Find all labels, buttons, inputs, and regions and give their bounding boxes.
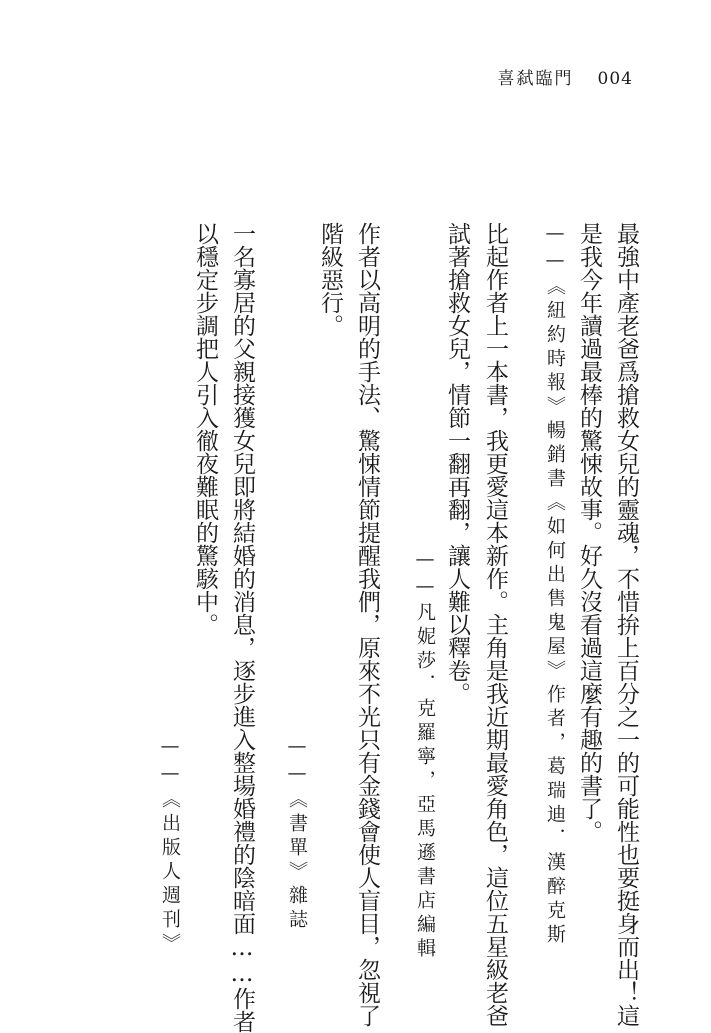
- quote-2-line-1: 比起作者上一本書，我更愛這本新作。主角是我近期最愛角色，這位五星級老爸: [482, 222, 508, 1027]
- quote-4-attribution: ——《出版人週刊》: [159, 735, 181, 957]
- quote-1-line-1: 最強中產老爸爲搶救女兒的靈魂，不惜拚上百分之一的可能性也要挺身而出！這: [613, 222, 639, 1027]
- quote-3-line-2: 階級惡行。: [317, 222, 343, 337]
- quote-4-line-2: 以穩定步調把人引入徹夜難眠的驚駭中。: [192, 222, 218, 636]
- quote-2-line-2: 試著搶救女兒，情節一翻再翻，讓人難以釋卷。: [444, 222, 470, 705]
- quote-3-attribution: ——《書單》雜誌: [286, 735, 308, 933]
- quote-2-attribution: ——凡妮莎．克羅寧，亞馬遜書店編輯: [414, 548, 436, 962]
- quote-4-line-1: 一名寡居的父親接獲女兒即將結婚的消息，逐步進入整場婚禮的陰暗面……作者: [229, 222, 255, 1033]
- quote-3-line-1: 作者以高明的手法、驚悚情節提醒我們，原來不光只有金錢會使人盲目，忽視了: [354, 222, 380, 1027]
- running-header: [498, 64, 633, 89]
- quote-1-line-2: 是我今年讀過最棒的驚悚故事。好久沒看過這麼有趣的書了。: [576, 222, 602, 843]
- book-title: 喜弑臨門: [497, 69, 574, 89]
- quote-1-attribution: ——《紐約時報》暢銷書《如何出售鬼屋》作者，葛瑞迪．漢醉克斯: [544, 222, 566, 948]
- page-number: 004: [597, 69, 633, 89]
